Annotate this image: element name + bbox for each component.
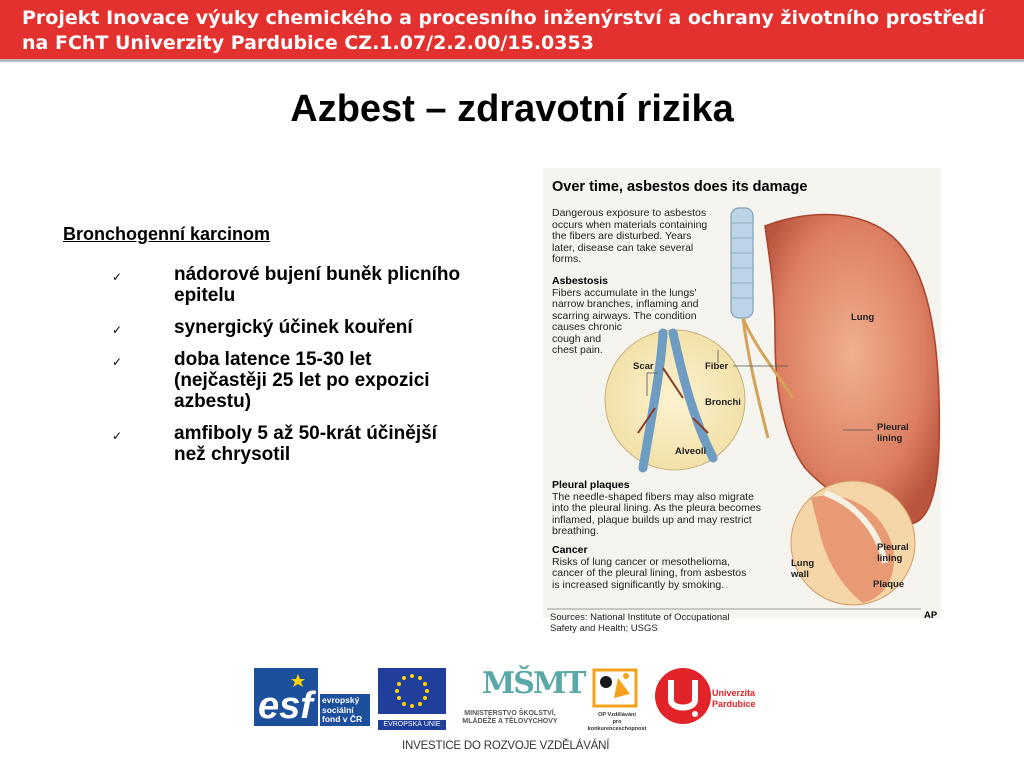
bullet-item: ✓ nádorové bujení buněk plicního epitelu [112,264,461,306]
trachea-shape [731,208,753,318]
label-alveoli: Alveoli [675,446,707,457]
asbestosis-text: Asbestosis Fibers accumulate in the lungs' narrow branches, inflaming and scarring airways. The condition causes chronic cough and chest pain. [552,275,699,356]
figure-credit: AP [924,610,938,621]
asbestos-infographic [543,168,941,632]
bullet-item: ✓ amfiboly 5 až 50-krát účinější než chrysotil [112,423,437,465]
figure-sources: Sources: National Institute of Occupational Safety and Health; USGS [550,612,730,634]
eu-flag-logo: EVROPSKÁ UNIE [378,664,446,730]
slide-title: Azbest – zdravotní rizika [290,88,734,130]
plaques-text: Pleural plaques The needle-shaped fibers may also migrate into the pleural lining. As the pleura becomes inflamed, plaque builds up and may restrict breathing. [552,479,761,537]
checkmark-icon: ✓ [112,355,123,369]
label-plaque: Plaque [873,579,905,590]
checkmark-icon: ✓ [112,323,123,337]
bullet-item: ✓ synergický účinek kouření [112,317,532,338]
project-banner [0,0,1024,62]
label-pleural-lining-2: Pleural lining [877,542,909,564]
banner-line-2: na FChT Univerzity Pardubice CZ.1.07/2.2.00/15.0353 [22,32,594,54]
label-bronchi: Bronchi [705,397,741,408]
univerzita-pardubice-logo: Univerzita Pardubice [654,664,764,730]
esf-logo: esf evropský sociální fond v ČR [254,664,370,730]
op-logo: OP Vzdělávání pro konkurenceschopnost [584,664,650,730]
bullet-item: ✓ doba latence 15-30 let (nejčastěji 25 let po expozici azbestu) [112,349,430,412]
figure-title: Over time, asbestos does its damage [552,179,808,195]
msmt-logo: MŠMT MINISTERSTVO ŠKOLSTVÍ, MLÁDEŽE A TĚLOVÝCHOVY [462,666,585,725]
footer-logos [254,664,774,734]
svg-text:esf: esf [258,685,313,727]
checkmark-icon: ✓ [112,429,123,443]
checkmark-icon: ✓ [112,270,123,284]
investice-tagline: INVESTICE DO ROZVOJE VZDĚLÁVÁNÍ [402,740,610,752]
label-lung-wall: Lung wall [791,558,815,580]
label-scar: Scar [633,361,654,372]
figure-intro: Dangerous exposure to asbestos occurs when materials containing the fibers are disturbed. Years later, disease can take several forms. [552,207,708,265]
banner-line-1: Projekt Inovace výuky chemického a procesního inženýrství a ochrany životního prostředí [22,7,985,29]
cancer-text: Cancer Risks of lung cancer or mesothelioma, cancer of the pleural lining, from asbestos is increased significantly by smoking. [552,544,747,591]
bullet-list [112,264,532,476]
label-lung: Lung [851,312,875,323]
subheading: Bronchogenní karcinom [63,224,271,244]
label-pleural-lining: Pleural lining [877,422,909,444]
label-fiber: Fiber [705,361,729,372]
